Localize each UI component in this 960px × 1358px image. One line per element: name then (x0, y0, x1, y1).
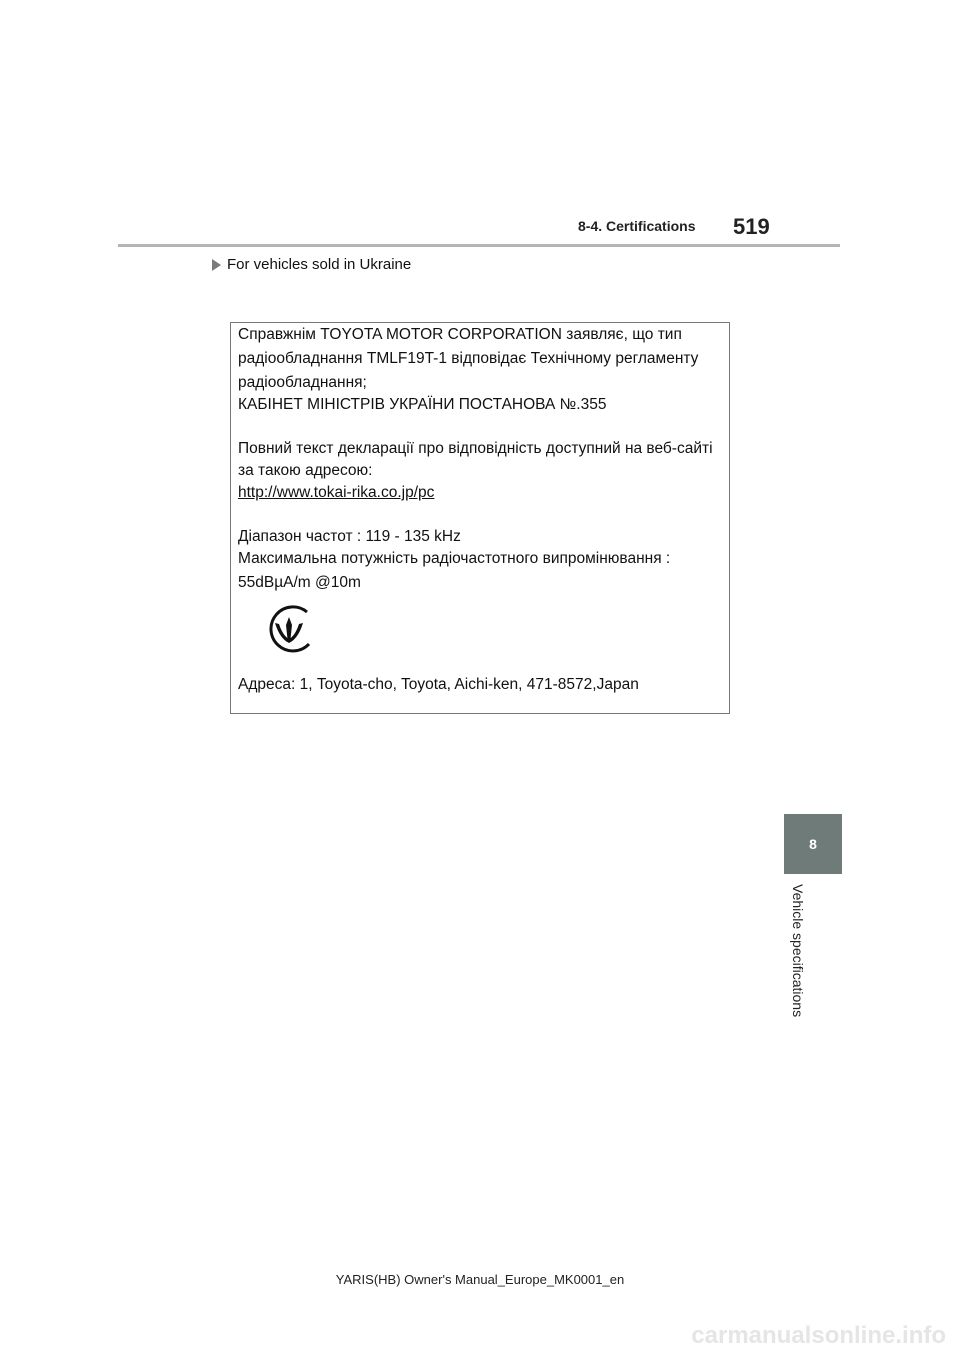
watermark: carmanualsonline.info (691, 1322, 946, 1349)
chapter-tab (784, 814, 842, 874)
certificate-line: Адреса: 1, Toyota-cho, Toyota, Aichi-ken, 471-8572,Japan (238, 676, 639, 693)
subheading-text: For vehicles sold in Ukraine (227, 256, 412, 273)
certificate-line: 55dBµA/m @10m (238, 574, 361, 591)
triangle-bullet-icon (212, 259, 221, 271)
certificate-line: Повний текст декларації про відповідність доступний на веб-сайті (238, 440, 713, 457)
certificate-line: за такою адресою: (238, 462, 373, 479)
certificate-line: Діапазон частот : 119 - 135 kHz (238, 528, 461, 545)
certificate-line: радіообладнання TMLF19T-1 відповідає Технічному регламенту (238, 350, 699, 367)
certificate-line: Справжнім TOYOTA MOTOR CORPORATION заявляє, що тип (238, 326, 682, 343)
certificate-line: КАБІНЕТ МІНІСТРІВ УКРАЇНИ ПОСТАНОВА №.355 (238, 396, 607, 413)
header-divider (118, 244, 840, 247)
declaration-url-link[interactable]: http://www.tokai-rika.co.jp/pc (238, 484, 435, 501)
certificate-line: Максимальна потужність радіочастотного випромінювання : (238, 550, 671, 567)
ukraine-conformity-mark-icon (262, 603, 316, 657)
subheading (212, 256, 411, 273)
page-number: 519 (733, 214, 770, 239)
section-title: 8-4. Certifications (578, 218, 696, 234)
footer-text: YARIS(HB) Owner's Manual_Europe_MK0001_en (335, 1272, 625, 1287)
chapter-number: 8 (809, 836, 817, 852)
certificate-line: радіообладнання; (238, 374, 367, 391)
chapter-label: Vehicle specifications (790, 884, 806, 1018)
